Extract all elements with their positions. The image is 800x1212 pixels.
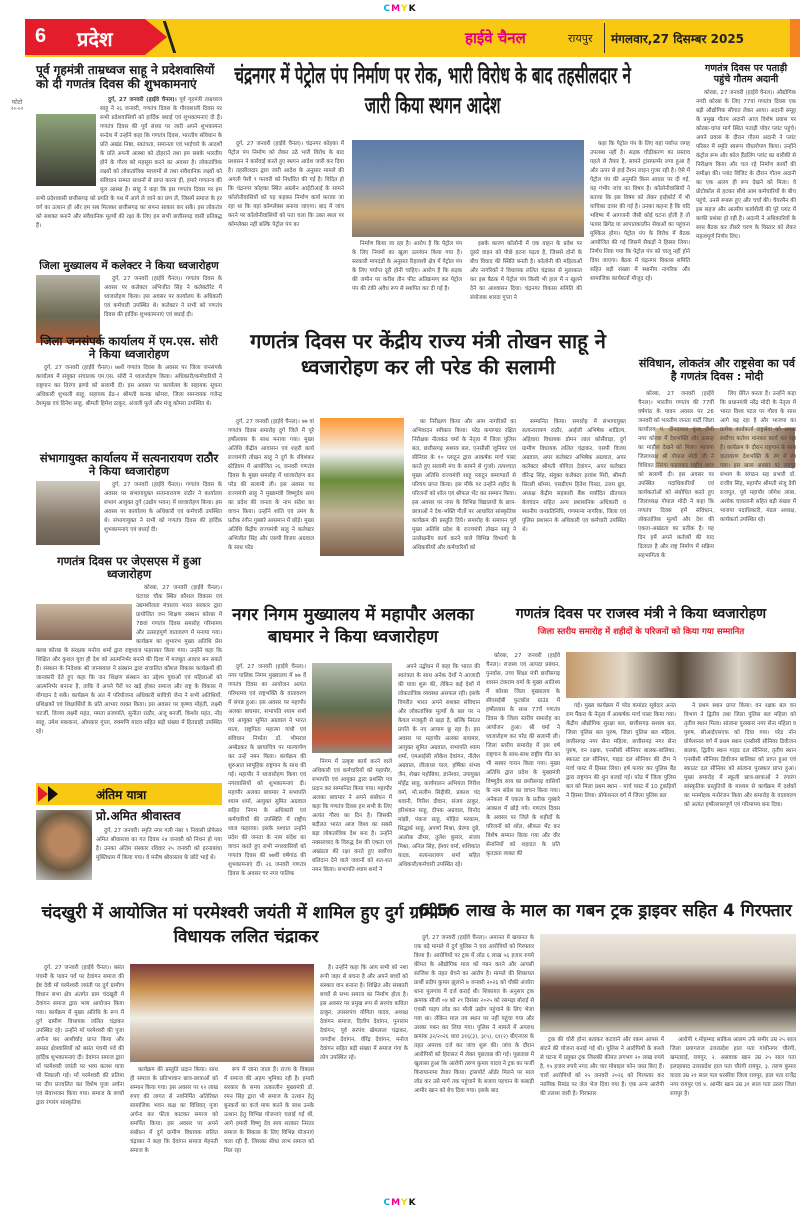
body-text: लिए प्रेरित करता है। उन्होंने कहा कि प्रधानमंत्री नरेंद्र मोदी के नेतृत्व में भारत विश्व पटल पर गौरव के साथ आगे बढ़ रहा है और भाजपा का प्रत्येक कार्यकर्ता राष्ट्रसेवा को अपना सर्वोच्च कर्तव्य मानकर कार्य कर रहा है। कार्यक्रम के दौरान राष्ट्रगान के साथ वातावरण देशभक्ति के रंग में रंग गया। इस खास अवसर पर रायपुर संभाग के संगठन सह प्रभारी डॉ. राजीव सिंह, महापौर श्रीमती संजू देवी राजपूत, पूर्व महापौर जोगेश लांबा, अशोक चावलानी सहित बड़ी संख्या में भाजपा पदाधिकारी, मंडल अध्यक्ष, कार्यकर्ता उपस्थित रहे। bbox=[720, 391, 796, 523]
body-text: कोरबा, 27 जनवरी (हाईवे चैनल)। भारतीय गणतंत्र की 77वीं वर्षगांठ के पावन अवसर पर 26 जनवरी को भारतीय जनता पार्टी जिला कार्यालय पं. दीनदयाल कुंज टीपी नगर कोरबा में देशभक्ति और उत्साह का माहौल देखने को मिला। भाजपा जिलाध्यक्ष श्री गोपाल मोदी जी ने विधिवत तिरंगा फहराकर राष्ट्रीय ध्वज को सलामी दी। इस अवसर पर उपस्थित पदाधिकारियों एवं कार्यकर्ताओं को संबोधित करते हुए जिलाध्यक्ष गोपाल मोदी ने कहा कि गणतंत्र दिवस हमें संविधान, लोकतांत्रिक मूल्यों और देश की एकता-अखंडता का प्रतीक है। यह दिन हमें अपने कर्तव्यों की याद दिलाता है और राष्ट्र निर्माण में सक्रिय सहभागिता के bbox=[638, 391, 714, 559]
body-text: रूप में जाना जाता है। राज्य के विकास में समाज की अहम भूमिका रही है। हमारी सरकार के समय तत्कालीन मुख्यमंत्री डॉ. रमन सिंह द्वारा भी समाज के उत्थान हेतु बुनकरों का कर्ज माफ करने के साथ उनके उत्थान हेतु विभिन्न योजनाएं चलाई गई थीं, आगे हमारी विष्णु देव साय सरकार निरंतर समाज के विकास के लिए विभिन्न योजनाएं चला रही हैं, जिसका सीधा लाभ समाज को मिल रहा bbox=[224, 1067, 314, 1154]
lead-body-col-4 bbox=[590, 140, 690, 317]
body-text: पूर्व गृहमंत्री ताम्रध्वज साहू ने २६ जनवरी, गणतंत्र दिवस के गौरवशाली दिवस पर सभी प्रदेशवासियों को हार्दिक बधाई एवं शुभकामनाएं दी हैं। गणतंत्र दिवस की पूर्व संध्या पर जारी अपने शुभकामना सन्देश में उन्होंने कहा कि गणतंत्र दिवस, भारतीय संविधान के प्रति अखंड निष्ठा, स्वतंत्रता, समानता एवं भाईचारे के आदर्शों के प्रति अपनी आस्था को दोहराने तथा हम सबके भारतीय होने के गौरव को महसूस करने का अवसर है। लोकतांत्रिक लक्ष्यों को लोकतांत्रिक माध्यमों से तथा संवैधानिक लक्ष्यों को संविधान सम्मत साधनों से प्राप्त करना ही, हमारे गणतन्त्र की मूल आस्था है। साहू ने कहा कि इस गणतंत्र दिवस पर हम सभी प्रदेशवासी छत्तीसगढ़ को प्रगति के पथ में आगे ले जाने का प्रण लें, जिसमें समाज के हर वर्ग का उत्थान हो और हम सब मिलकर छत्तीसगढ़ का सपना साकार कर सकें। इस लोकतंत्र को सशक्त बनाने और संवैधानिक मूल्यों की रक्षा के लिए हम सभी छत्तीसगढ़ वासी प्रतिबद्ध हैं। bbox=[36, 96, 222, 229]
truck-body-col-3 bbox=[670, 1036, 796, 1190]
tokhan-body-col-1 bbox=[228, 418, 314, 600]
page-masthead bbox=[25, 19, 800, 57]
photo-mayor-flag bbox=[312, 663, 392, 753]
body-text: दुर्ग, 27 जनवरी (हाईवे चैनल)। गणतंत्र दिवस के अवसर पर संभागायुक्त सत्यनारायण राठौर ने कार्यालय संभाग आयुक्त दुर्ग (उद्योग भवन) में ध्वजारोहण किया। इस अवसर पर कार्यालय के अधिकारी एवं कर्मचारी उपस्थित थे। संभागायुक्त ने सभी को गणतंत्र दिवस की हार्दिक शुभकामनाएं एवं बधाई दी। bbox=[104, 482, 222, 534]
cmyk-c: C bbox=[383, 1198, 392, 1208]
headline: गणतंत्र दिवस पर केंद्रीय राज्य मंत्री तोखन साहू ने ध्वजारोहण कर ली परेड की सलामी bbox=[250, 329, 606, 379]
section-title: प्रदेश bbox=[77, 27, 113, 51]
revenue-body-col-3 bbox=[684, 702, 796, 896]
chandkhuri-body-col-3 bbox=[224, 1066, 314, 1190]
lead-body-col-3 bbox=[470, 240, 582, 318]
side-note-line: २०-०२ bbox=[10, 106, 24, 112]
cmyk-m: M bbox=[391, 1198, 402, 1208]
photo-revenue-minister-event bbox=[566, 652, 796, 698]
headline: जिला जनसंपर्क कार्यालय में एम.एस. सोरी ने किया ध्वजारोहण bbox=[40, 334, 218, 362]
body-text: दुर्ग, 27 जनवरी। स्मृति नगर गली नंबर ९ निवासी प्रोफेसर अमित श्रीवास्तव का गत दिवस २४ जनवरी को निधन हो गया है। उनका अंतिम संस्कार रविवार २५ जनवरी को हरनाबांधा मुक्तिधाम में किया गया। वे मनीष श्रीवास्तव के छोटे भाई थे। bbox=[96, 827, 222, 861]
article-mayor bbox=[228, 604, 478, 648]
mayor-body-col-3 bbox=[398, 663, 480, 895]
body-text: दुर्ग, 27 जनवरी (हाईवे चैनल)। चंद्रनगर कोहका में पेट्रोल पंप निर्माण को लेकर उठे भारी विरोध के बाद प्रशासन ने कार्रवाई करते हुए स्थगन आदेश जारी कर दिया है। तहसीलदार द्वारा जारी आदेश के अनुसार मामले की अगली पेशी ९ फरवरी को निर्धारित की गई है। विदित हो कि चंद्रनगर कोहका स्थित अग्रसेन आईटीआई के सामने कॉलोनीवासियों को यह कहकर निर्माण कार्य कराया जा रहा था कि यहां कॉम्प्लेक्स बनाया जाएगा। बाद में जांच करने पर कॉलोनीवासियों को पता चला कि उक्त स्थल पर कॉम्प्लेक्स नहीं बल्कि पेट्रोल पंप का bbox=[228, 141, 344, 228]
article-body bbox=[36, 364, 222, 428]
article-body bbox=[96, 827, 222, 883]
cmyk-m: M bbox=[391, 4, 402, 14]
body-text: दुर्ग, 27 जनवरी (हाईवे चैनल)। बसंत पंचमी के पावन पर्व पर देवांगन समाज की ईष्ट देवी माँ परमेश्वरी जयंती पर दुर्ग ग्रामीण विधान सभा क्षेत्र अंतर्गत ग्राम चंदखुरी में देवांगन समाज द्वारा भव्य आयोजन किया गया। कार्यक्रम में मुख्य अतिथि के रूप में दुर्ग ग्रामीण विधायक ललित चंद्राकर उपस्थित रहे। उन्होंने माँ परमेश्वरी की पूजा अर्चना कर आशीर्वाद प्राप्त किया और समस्त क्षेत्रवासियों को बसंत पंचमी पर्व की हार्दिक शुभकामनाएं दी। देवांगन समाज द्वारा माँ परमेश्वरी जयंती पर भव्य कलश यात्रा भी निकाली गई। माँ परमेश्वरी की प्रतिमा पर दीप प्रज्वलित कर विशेष पूजा अर्चना एवं सेवाभजन किया गया। समाज के बच्चों द्वारा रंगारंग सांस्कृतिक bbox=[36, 965, 124, 1106]
article-rathore bbox=[36, 452, 222, 547]
body-text: का निरीक्षण किया और आम नागरिकों का अभिवादन स्वीकार किया। परेड कमाण्डर रक्षित निरीक्षक नीलकंठ वर्मा के नेतृत्व में जिला पुलिस बल, छत्तीसगढ़ सशस्त्र बल, एनसीसी जूनियर एवं सीनियर के १० प्लाटून द्वारा आकर्षक मार्च पास्ट करते हुए सलामी मंच के सामने से गुजरे। तत्पश्चात मुख्य अतिथि राज्यमंत्री साहू प्लाटून कमाण्डरों से परिचय प्राप्त किया। इस मौके पर उन्होंने शहीद के परिजनों को शॉल एवं श्रीफल भेंट कर सम्मान किया। इस अवसर पर नगर के विभिन्न विद्यालयों के छात्र-छात्राओं ने देश-भक्ति गीतों पर आधारित सांस्कृतिक कार्यक्रम की प्रस्तुति दिये। समारोह के समापन पूर्व मुख्य अतिथि प्रदेश के राज्यमंत्री तोखन साहू ने उल्लेखनीय कार्य करने वाले विभिन्न विभागों के अधिकारियों और कर्मचारियों को bbox=[412, 419, 516, 551]
lead-body-col-1 bbox=[228, 140, 344, 317]
chandkhuri-body-col-1 bbox=[36, 964, 124, 1190]
mayor-body-col-2 bbox=[312, 758, 392, 895]
body-text: कोरबा, 27 जनवरी (हाईवे चैनल)। औद्योगिक नगरी कोरबा के लिए 77वां गणतंत्र दिवस एक बड़ी औद्योगिक सौगात लेकर आया। अदानी समूह के प्रमुख गौतम अदानी आज विशेष प्रवास पर कोरबा-चांपा मार्ग स्थित पताड़ी पॉवर प्लांट पहुंचे। अपने प्रवास के दौरान गौतम अदानी ने प्लांट परिसर में स्मृति स्वरूप पौधारोपण किया। उन्होंने कंट्रोल रूम और कोल हैंडलिंग प्लांट का बारीकी से निरीक्षण किया और चल रहे निर्माण कार्यों की समीक्षा की। प्लांट विजिट के दौरान गौतम अदानी का एक अलग ही रूप देखने को मिला। वे प्रोटोकॉल से हटकर सीधे आम कर्मचारियों के बीच पहुंचे, उनसे रूबरू हुए और चर्चा की। चेयरमैन की इस सहज और आत्मीय कार्यशैली की पूरे प्लांट में काफी प्रशंसा हो रही है। अदानी ने अधिकारियों के साथ बैठक कर तीसरे चरण के विस्तार को लेकर महत्वपूर्ण निर्णय लिए। bbox=[696, 89, 796, 240]
article-collector-flag bbox=[36, 260, 222, 345]
chevron-right-icon bbox=[38, 786, 48, 802]
revenue-body-col-1 bbox=[486, 652, 560, 896]
photo-rathore-flag bbox=[36, 481, 100, 545]
article-adani bbox=[696, 64, 796, 325]
article-modi bbox=[638, 358, 796, 383]
body-text: दुर्ग, 27 जनवरी (हाईवे चैनल)। अमानत में खयानत के एक बड़े मामले में दुर्ग पुलिस ने चार आरोपियों को गिरफ्तार किया है। आरोपियों पर ट्रक में लोड ६ लाख ५६ हजार रुपये कीमत के औद्योगिक माल को गबन करने और आपसी साजिश के तहत बेचने का आरोप है। मामले की शिकायत प्रार्थी प्रदीप कुमार झुलाने ७ जनवरी २०२६ को चौकी अंजोरा थाना पुलगांव में दर्ज कराई थी। शिकायत के अनुसार ट्रक क्रमांक सीजी ०४ को २९ दिसंबर २०२५ को रसमड़ा बोराई से एचसी पाइप लोड कर मौली उद्योग पहुंचाने के लिए भेजा गया था। लेकिन माल तय स्थान पर नहीं पहुंचा गया और उसका गबन कर लिया गया। पुलिस ने मामले में अपराध क्रमांक ३२/२०२६ धारा ३१६(३), ३(५), ६१(२) बीएनएस के तहत अपराध दर्ज कर जांच शुरू की। जांच के दौरान आरोपियों को हिरासत में लेकर पूछताछ की गई। पूछताछ में खुलासा हुआ कि आरोपी तरुण कुमार यादव ने ट्रक का फर्जी किरायानामा तैयार किया। ट्रांसपोर्ट ऑर्डर मिलने पर माल लोड कर उसे मार्ग तक पहुंचाने के बजाय पहचान के कबाड़ी आमीर खान को बेच दिया गया। इसके बाद bbox=[414, 935, 534, 1094]
photo-jss-event bbox=[36, 604, 132, 640]
photo-chandkhuri-event bbox=[130, 964, 314, 1062]
article-body bbox=[36, 96, 222, 256]
body-text: अपने उद्बोधन में कहा कि भारत की स्वतंत्रता के साथ अनेक देशों ने आजादी की यात्रा शुरू की, लेकिन कई देशों में लोकतांत्रिक व्यवस्था असफल रही। इसके विपरीत भारत अपने सशक्त संविधान और लोकतांत्रिक मूल्यों के बल पर न केवल मजबूती से खड़ा है, बल्कि निरंतर प्रगति के नए आयाम छू रहा है। इस अवसर पर महापौर अलका बाघमार, आयुक्त सुमित अग्रवाल, सभापति श्याम शर्मा, एमआईसी लोकेश देवांगन, नीलेश अग्रवाल, लीलाधर पाल, हर्षिका संभव जैन, शेखर महोबिया, ज्ञानेश्वर, उपायुक्त मोहेंद्र साहू, कार्यपालन अभियंता गिरीश वर्मा, मो.सलीम सिद्दीकी, प्रकाश चंद थवानी, गिरीश दीवान, संजय ठाकुर, हरिशंकर साहू, दीपक अग्रवाल, विनोद मांझी, पंकज साहू, मोहित मरकाम, सिद्धार्थ साहू, अपर्णा मिश्रा, प्रेरणा दुबे, आलोक ढीमर, तुलेश कुमार, संजय मिश्रा, अनिल सिंह, ईश्वर वर्मा, शशिकांत यादव, सत्यनारायण शर्मा सहित अधिकारी/कर्मचारी उपस्थित रहे। bbox=[398, 664, 480, 868]
article-sahu-greetings bbox=[36, 64, 222, 256]
edition-city: रायपुर bbox=[568, 32, 593, 45]
body-text: कोरबा, 27 जनवरी (हाईवे चैनल)। घंटाघर चौक स्थित कौशल विकास एवं उद्यमशीलता मंत्रालय भारत सरकार द्वारा प्रायोजित जन शिक्षण संस्थान कोरबा में 78वां गणतंत्र दिवस समारोह गरिमामय और उत्साहपूर्ण वातावरण में मनाया गया। कार्यक्रम का शुभारंभ मुख्य अतिथि प्रेस क्लब कोरबा के संरक्षक मनोज शर्मा द्वारा राष्ट्रध्वज फहराकर किया गया। उन्होंने कहा कि शिक्षित और कुशल युवा ही देश को आत्मनिर्भर बनाने की दिशा में मजबूत आधार बन सकते हैं। संस्थान के निदेशक श्री जानस्वाल ने संस्थान द्वारा संचालित कौशल विकास कार्यक्रमों की जानकारी देते हुए कहा कि जन शिक्षण संस्थान का उद्देश्य युवाओं एवं महिलाओं को आत्मनिर्भर बनाना है, ताकि वे अपने पैरों पर खड़े होकर समाज और राष्ट्र के विकास में योगदान दे सकें। कार्यक्रम के अंत में परियोजना अधिकारी सावित्री जेना ने सभी अतिथियों, प्रशिक्षकों एवं शिक्षार्थियों के प्रति आभार व्यक्त किया। इस अवसर पर कृष्णा मोहंती, लक्ष्मी चटर्जी, विजय लक्ष्मी महंत, ममता प्रजापति, सुनीता राठौर, अंजू बनर्जी, किशोर महंत, नोंद साहू, उमेश मकवाना, ओमकार गुप्ता, रुक्मणि यादव सहित बड़ी संख्या में हितग्राही उपस्थित रहे। bbox=[36, 585, 222, 736]
article-jss bbox=[36, 555, 222, 782]
cmyk-y: Y bbox=[401, 1198, 409, 1208]
body-text: इसके कारण कॉलोनी में एक वाहन के प्रवेश पर दूसरे वाहन को पीछे हटना पड़ता है, जिससे दोनों के बीच विवाद की स्थिति बनती है। कॉलोनी की महिलाओं और नागरिकों ने विधायक ललित चंद्राकर से मुलाकात कर इस बैठक में पेट्रोल पंप किसी भी हाल में न खुलने देने का आश्वासन दिया। चंद्रनगर विकास समिति की संयोजक शारदा गुप्ता ने bbox=[470, 241, 582, 301]
dateline: दुर्ग, 27 जनवरी (हाईवे चैनल)। bbox=[108, 96, 177, 103]
mayor-body-col-1 bbox=[228, 663, 306, 895]
headline: संविधान, लोकतंत्र और राष्ट्रसेवा का पर्व है गणतंत्र दिवस : मोदी bbox=[638, 357, 796, 383]
truck-body-col-1 bbox=[414, 934, 534, 1190]
revenue-body-col-2 bbox=[566, 702, 676, 896]
headline: 6.56 लाख के माल का गबन ट्रक ड्राइवर सहित 4 गिरफ्तार bbox=[418, 901, 792, 921]
article-petrol-pump bbox=[228, 62, 636, 136]
body-text: निगम में उत्कृष्ट कार्य करने वाले अधिकारी एवं कर्मचारियों को महापौर, सभापति एवं आयुक्त द्वारा प्रशस्ति पत्र प्रदान कर सम्मानित किया गया। महापौर अलका बाघमार ने अपने संबोधन में कहा कि गणतंत्र दिवस हम सभी के लिए अत्यंत गौरव का दिन है। जिसकी बदौलत भारत आज विश्व का सबसे बड़ा लोकतांत्रिक देश बना है। उन्होंने नक्सलवाद के विरुद्ध देश की एकता एवं अखंडता की रक्षा करते हुए सर्वोच्च बलिदान देने वाले जवानों को शत-शत नमन किया। सभापति श्याम शर्मा ने bbox=[312, 759, 392, 873]
chevron-right-icon bbox=[48, 786, 58, 802]
headline: गणतंत्र दिवस पर पताड़ी पहुंचे गौतम अदानी bbox=[704, 63, 788, 85]
tokhan-body-col-3 bbox=[522, 418, 626, 600]
body-text: आरोपी १.मोहम्मद साकिब आलम उर्फ समीर उम्र २५ साल जिला प्रयागराज उत्तरप्रदेश हाल पता गांधीनगर चौरंगी, खमतराई, रायपुर, २. असवाक खान उम्र २५ साल पता इलाहाबाद उत्तरप्रदेश हाल पता चौरंगी रायपुर, ३. तरुण कुमार यादव उम्र २१ साल पता धरसींवा जिला रायपुर, हाल पता राजेंद्र नगर रायपुर एवं ४. आमीर खान उम्र ३१ साल पता उरला जिला रायपुर है। bbox=[670, 1037, 796, 1097]
article-truck-embezzlement bbox=[414, 902, 796, 922]
cmyk-y: Y bbox=[401, 4, 409, 14]
photo-arrested-accused bbox=[540, 934, 796, 1032]
headline: चंदखुरी में आयोजित मां परमेश्वरी जयंती में शामिल हुए दुर्ग ग्रामीण विधायक ललित चंद्राकर bbox=[41, 903, 451, 947]
issue-date: मंगलवार,27 दिसम्बर 2025 bbox=[611, 32, 745, 46]
headline: पूर्व गृहमंत्री ताम्रध्वज साहू ने प्रदेशवासियों को दी गणतंत्र दिवस की शुभकामनाएं bbox=[36, 63, 215, 91]
body-text: दुर्ग, 27 जनवरी (हाईवे चैनल)। नगर पालिक निगम मुख्यालय में ७७ वें गणतंत्र दिवस का आयोजन अत्यंत गरिमामय एवं राष्ट्रभक्ति के वातावरण में संपन्न हुआ। इस अवसर पर महापौर अलका बाघमार, सभापति श्याम शर्मा एवं आयुक्त सुमित अग्रवाल ने भारत माता, राष्ट्रपिता महात्मा गांधी एवं संविधान निर्माता डॉ. भीमराव अम्बेडकर के छायाचित्र पर माल्यार्पण कर उन्हें नमन किया। कार्यक्रम की शुरुआत सामूहिक राष्ट्रगान के साथ की गई। महापौर ने ध्वजारोहण किया एवं नगरवासियों को शुभकामनाएं दी। महापौर अलका बाघमार ने सभापति श्याम शर्मा, आयुक्त सुमित अग्रवाल सहित निगम के अधिकारी एवं कर्मचारियों की उपस्थिति में राष्ट्रीय ध्वज फहराया। इसके पश्चात उन्होंने प्रदेश की जनता के नाम संदेश का वाचन करते हुए सभी नगरवासियों को गणतंत्र दिवस की ७७वीं वर्षगांठ की शुभकामनाएं दीं। २६ जनवरी गणतंत्र दिवस के अवसर पर नगर पालिक bbox=[228, 664, 306, 877]
article-body bbox=[36, 481, 222, 547]
article-chandkhuri bbox=[36, 902, 456, 950]
lead-body-col-2 bbox=[352, 240, 462, 318]
headline: संभागायुक्त कार्यालय में सत्यनारायण राठौर ने किया ध्वजारोहण bbox=[39, 451, 219, 479]
lead-headline: चंद्रनगर में पेट्रोल पंप निर्माण पर रोक, भारी विरोध के बाद तहसीलदार ने जारी किया स्थगन आदेश bbox=[234, 63, 631, 119]
cmyk-registration-mark bbox=[0, 1198, 800, 1208]
photo-petrol-pump-protest bbox=[352, 140, 584, 237]
cmyk-registration-mark bbox=[0, 4, 800, 14]
headline: गणतंत्र दिवस पर राजस्व मंत्री ने किया ध्वजारोहण bbox=[515, 606, 767, 622]
photo-tokhan-sahu-parade bbox=[320, 418, 404, 556]
obituary-name: प्रो.अमित श्रीवास्तव bbox=[96, 809, 181, 823]
modi-body-col-2 bbox=[720, 390, 796, 600]
modi-body-col-1 bbox=[638, 390, 714, 600]
body-text: कोरबा, 27 जनवरी (हाईवे चैनल)। राजस्व एवं आपदा प्रबंधन, पुनर्वास, उच्च शिक्षा मंत्री छत्तीसगढ़ शासन टंकराम वर्मा के मुख्य आतिथ्य में कोरबा जिला मुख्यालय के सीएसईबी फुटबॉल ग्राउंड में हर्षोल्लास के साथ 77वें गणतंत्र दिवस के जिला स्तरीय समारोह का आयोजन हुआ। श्री वर्मा ने ध्वजारोहण कर परेड की सलामी ली। जिला स्तरीय समारोह में इस वर्ष राष्ट्रगान के साथ-साथ राष्ट्रीय गीत का भी सस्वर गायन किया गया। मुख्य अतिथि द्वारा प्रदेश के मुख्यमंत्री विष्णुदेव साय का छत्तीसगढ़ वासियों के नाम संदेश का वाचन किया गया। अनेकता में एकता के प्रतीक गुब्बारे आकाश में छोड़े गये। गणतंत्र दिवस के अवसर पर जिले के शहीदों के परिजनों को शॉल, श्रीफल भेंट कर विशेष सम्मान किया गया और वीर सेनानियों को शहादत के प्रति कृतज्ञता व्यक्त की bbox=[486, 653, 560, 857]
cmyk-c: C bbox=[383, 4, 392, 14]
article-revenue-minister bbox=[486, 606, 796, 637]
headline: नगर निगम मुख्यालय में महापौर अलका बाघमार ने किया ध्वजारोहण bbox=[232, 605, 474, 648]
body-text: ने प्रथम स्थान प्राप्त किया। वन रक्षक बल वन विभाग ने द्वितीय तथा जिला पुलिस बल महिला को तृतीय स्थान मिला। सांत्वना पुरस्कार नगर सेना महिला व पुरुष, सीआईएसएफ को दिया गया। परेड नॉन प्रोफेशनल वर्ग में प्रथम स्थान एनसीसी सीनियर डिवीजन बालक, द्वितीय स्थान गाइड दल सीनियर, तृतीय स्थान एनसीसी सीनियर डिवीजन बालिका को प्राप्त हुआ एवं स्काउट दल सीनियर को सांत्वना पुरस्कार प्राप्त हुआ। मुख्य समारोह में स्कूली छात्र-छात्राओं ने रंगारंग सांस्कृतिक प्रस्तुतियों के माध्यम से कार्यक्रम में दर्शकों का मनमोहक मनोरंजन किया और समारोह के वातावरण को अत्यंत हर्षोल्लासपूर्ण एवं गरिमामय बना दिया। bbox=[684, 703, 796, 808]
photo-tamradhwaj-sahu bbox=[36, 114, 96, 186]
article-obituary bbox=[36, 810, 222, 883]
chandkhuri-body-col-2 bbox=[130, 1066, 218, 1190]
body-text: कार्यक्रम की प्रस्तुति प्रदान किया। साथ ही समाज के प्रतिभावान छात्र-छात्राओं को सम्मान किया गया। इस अवसर पर १२ लाख रुपए की लागत से नवनिर्मित अतिरिक्त सामाजिक भवन कक्ष का विधिवत् पूजा अर्चना कर फीता काटकर समाज को समर्पित किया। इस अवसर पर अपने संबोधन में दुर्ग ग्रामीण विधायक ललित चंद्राकर ने कहा कि देवांगन समाज मेहनती समाज के bbox=[130, 1067, 218, 1154]
article-tokhan-sahu bbox=[228, 328, 628, 380]
headline: गणतंत्र दिवस पर जेएसएस में हुआ ध्वजारोहण bbox=[57, 554, 201, 582]
article-body bbox=[696, 89, 796, 325]
photo-amit-shrivastava bbox=[36, 810, 92, 880]
article-ms-sori bbox=[36, 335, 222, 428]
tokhan-body-col-2 bbox=[412, 418, 516, 600]
chandkhuri-body-col-4 bbox=[320, 964, 408, 1190]
subheadline: जिला स्तरीय समारोह में शहीदों के परिजनों को किया गया सम्मानित bbox=[537, 627, 745, 638]
newspaper-brand: हाईवे चैनल bbox=[465, 29, 526, 47]
cmyk-k: K bbox=[408, 1198, 417, 1208]
accent-bar bbox=[790, 19, 800, 57]
cmyk-k: K bbox=[408, 4, 417, 14]
side-note-line: फोटो bbox=[11, 99, 23, 106]
obituary-banner bbox=[36, 783, 222, 805]
page-number: 6 bbox=[35, 25, 47, 47]
body-text: कहा कि पेट्रोल पंप के लिए यहां पर्याप्त जगह उपलब्ध नहीं है। सड़क चौड़ीकरण का प्रस्ताव पहले से तैयार है, सामने ट्रांसफार्मर लगा हुआ है और ऊपर से हाई टेंशन लाइन गुजर रही है। ऐसे में पेट्रोल पंप की अनुमति किस आधार पर दी गई, यह गंभीर जांच का विषय है। कॉलोनीवासियों ने बताया कि इस विषय को लेकर हाईकोर्ट में भी याचिका दायर की गई है। उनका कहना है कि यदि भविष्य में आगजनी जैसी कोई घटना होती है तो फायर ब्रिगेड या आपातकालीन सेवाओं का पहुंचना मुश्किल होगा। पेट्रोल पंप के विरोध में बैठक आयोजित की गई जिसमें सैकड़ों ने हिस्सा लिया। निर्णय लिया गया कि पेट्रोल पंप को चालू नहीं होने दिया जाएगा। बैठक में चंद्रनगर विकास समिति सहित बड़ी संख्या में स्थानीय नागरिक और सामाजिक कार्यकर्ता मौजूद रहे। bbox=[590, 141, 690, 282]
body-text: ट्रक की चोरी होना बताकर कटवाने और रकम आपस में बांटने की योजना बनाई गई थी। पुलिस ने आरोपियों के कब्जे से घटना में प्रयुक्त ट्रक जिसकी कीमत लगभग २० लाख रुपये है, १५ हजार रुपये नगद और चार मोबाइल फोन जब्त किए हैं। चारों आरोपियों को २५ जनवरी २०२६ को गिरफ्तार कर न्यायिक रिमांड पर जेल भेज दिया गया है। एक अन्य आरोपी की तलाश जारी है। गिरफ्तार bbox=[540, 1037, 664, 1097]
body-text: दुर्ग, 27 जनवरी (हाईवे चैनल)। ७७ वां गणतंत्र दिवस समारोह दुर्ग जिले में पूरे हर्षोल्लास के साथ मनाया गया। मुख्य अतिथि केंद्रीय आवासन एवं शहरी कार्य राज्यमंत्री तोखन साहू ने दुर्ग के रविशंकर स्टेडियम में आयोजित २६ जनवरी गणतंत्र दिवस के मुख्य समारोह में ध्वजारोहण कर परेड की सलामी ली। इस अवसर पर राज्यमंत्री साहू ने मुख्यमंत्री विष्णुदेव साय का प्रदेश की जनता के नाम संदेश का वाचन किया। उन्होंने शांति एवं उमंग के प्रतीक रंगीन गुब्बारे आसमान में छोड़े। मुख्य अतिथि केंद्रीय राज्यमंत्री साहू ने कलेक्टर अभिजीत सिंह और एसपी विजय अग्रवाल के साथ परेड bbox=[228, 419, 314, 551]
divider bbox=[604, 23, 605, 53]
headline: जिला मुख्यालय में कलेक्टर ने किया ध्वजारोहण bbox=[39, 260, 219, 272]
body-text: दुर्ग, 27 जनवरी (हाईवे चैनल)। गणतंत्र दिवस के अवसर पर कलेक्टर अभिजीत सिंह ने कलेक्टोरेट में ध्वजारोहण किया। इस अवसर पर कार्यालय के अधिकारी एवं कर्मचारी उपस्थित थे। कलेक्टर ने सभी को गणतंत्र दिवस की हार्दिक शुभकामनाएं एवं बधाई दी। bbox=[104, 276, 222, 319]
article-body bbox=[36, 584, 222, 782]
truck-body-col-2 bbox=[540, 1036, 664, 1190]
body-text: सम्मानित किया। समारोह में संभागायुक्त सत्यनारायण राठौर, आईजी अभिषेक शांडिल्य, अहिवारा विधायक डोमन लाल कोर्सेवाड़ा, दुर्ग ग्रामीण विधायक ललित चंद्राकर, एसपी विजय अग्रवाल, अपर कलेक्टर अभिषेक अग्रवाल, अपर कलेक्टर श्रीमती योगिता देवांगन, अपर कलेक्टर वीरेन्द्र सिंह, संयुक्त कलेक्टर हरवंश मिरी, श्रीमती सिल्ली थॉमस, एसडीएम हितेश पिस्दा, उत्तम ध्रुव, अध्यक्ष केंद्रीय सहकारी बैंक मर्यादित प्रीतपाल बेलचंदन सहित अन्य प्रशासनिक अधिकारी व स्थानीय जनप्रतिनिधि, गणमान्य नागरिक, जिला एवं पुलिस प्रशासन के अधिकारी एवं कर्मचारी उपस्थित थे। bbox=[522, 419, 626, 533]
photo-collector-flag-hoisting bbox=[36, 275, 100, 343]
section-banner bbox=[25, 19, 145, 55]
side-note bbox=[6, 98, 28, 112]
body-text: गई। मुख्य कार्यक्रम में परेड कमांडर सूबेदार अनंत राम पैंकरा के नेतृत्व में आकर्षक मार्च पास्ट किया गया। केंद्रीय औद्योगिक सुरक्षा बल, छत्तीसगढ़ सशस्त्र बल, जिला पुलिस बल पुरुष, जिला पुलिस बल महिला, छत्तीसगढ़ नगर सेना महिला, छत्तीसगढ़ नगर सेना पुरुष, वन रक्षक, एनसीसी सीनियर बालक-बालिका, स्काउट दल सीनियर, गाइड दल सीनियर की टीम ने मार्च पास्ट में हिस्सा लिया। हर्ष फायर कर पुलिस बैंड द्वारा राष्ट्रगान की धुन बजाई गई। परेड में जिला पुलिस बल को मिला प्रथम स्थान - मार्च पास्ट में 10 टुकड़ियों ने हिस्सा लिया। प्रोफेशनल वर्ग में जिला पुलिस बल bbox=[566, 703, 676, 799]
body-text: निर्माण किया जा रहा है। आरोप है कि पेट्रोल पंप के लिए नियमों का खुला उल्लंघन किया गया है। सरकारी मापदंडों के अनुसार रिहायशी क्षेत्र में पेट्रोल पंप के लिए पर्याप्त दूरी होनी चाहिए। आरोप है कि सड़क की जमीन पर करीब तीन फीट अतिक्रमण कर पेट्रोल पंप की टंकी अवैध रूप से स्थापित कर दी गई है। bbox=[352, 241, 462, 292]
body-text: दुर्ग, 27 जनवरी (हाईवे चैनल)। ७७वें गणतंत्र दिवस के अवसर पर जिला जनसंपर्क कार्यालय में संयुक्त संचालक एम.एस. सोरी ने ध्वजारोहण किया। अधिकारी/कर्मचारियों ने राष्ट्रगान कर तिरंगा झण्डे को सलामी दी। इस अवसर पर कार्यालय के सहायक सूचना अधिकारी शुभाली साहू, सहायक ग्रेड-२ श्रीमती कनक कोमरा, जिला समन्वयक गजेन्द्र देशमुख एवं दिनेश साहू, श्रीमती हिमेश ठाकुर, अंजली फूले और मंजू कोमरा उपस्थित थे। bbox=[36, 365, 222, 408]
obituary-title: अंतिम यात्रा bbox=[96, 788, 147, 802]
body-text: है। उन्होंने कहा कि आप सभी को नशा रूपी जहर से बचना है और अपने बच्चों को संस्कार वान बनाना है। शिक्षित और संस्कारी बच्चों से सभ्य समाज का निर्माण होता है। इस अवसर पर प्रमुख रूप से सरपंच कविता ठाकुर, उपसरपंच योगिता यादव, अध्यक्ष देवांगन समाज, दिलीप देवांगन, पुनाराम देवांगन, पूर्व सरपंच खेमलाल चंद्राकर, जगदीश देवांगन, वीरेंद्र देवांगन, मनोज देवांगन सहित बड़ी संख्या में समाज गंगा के लोग उपस्थित रहे। bbox=[320, 965, 408, 1061]
